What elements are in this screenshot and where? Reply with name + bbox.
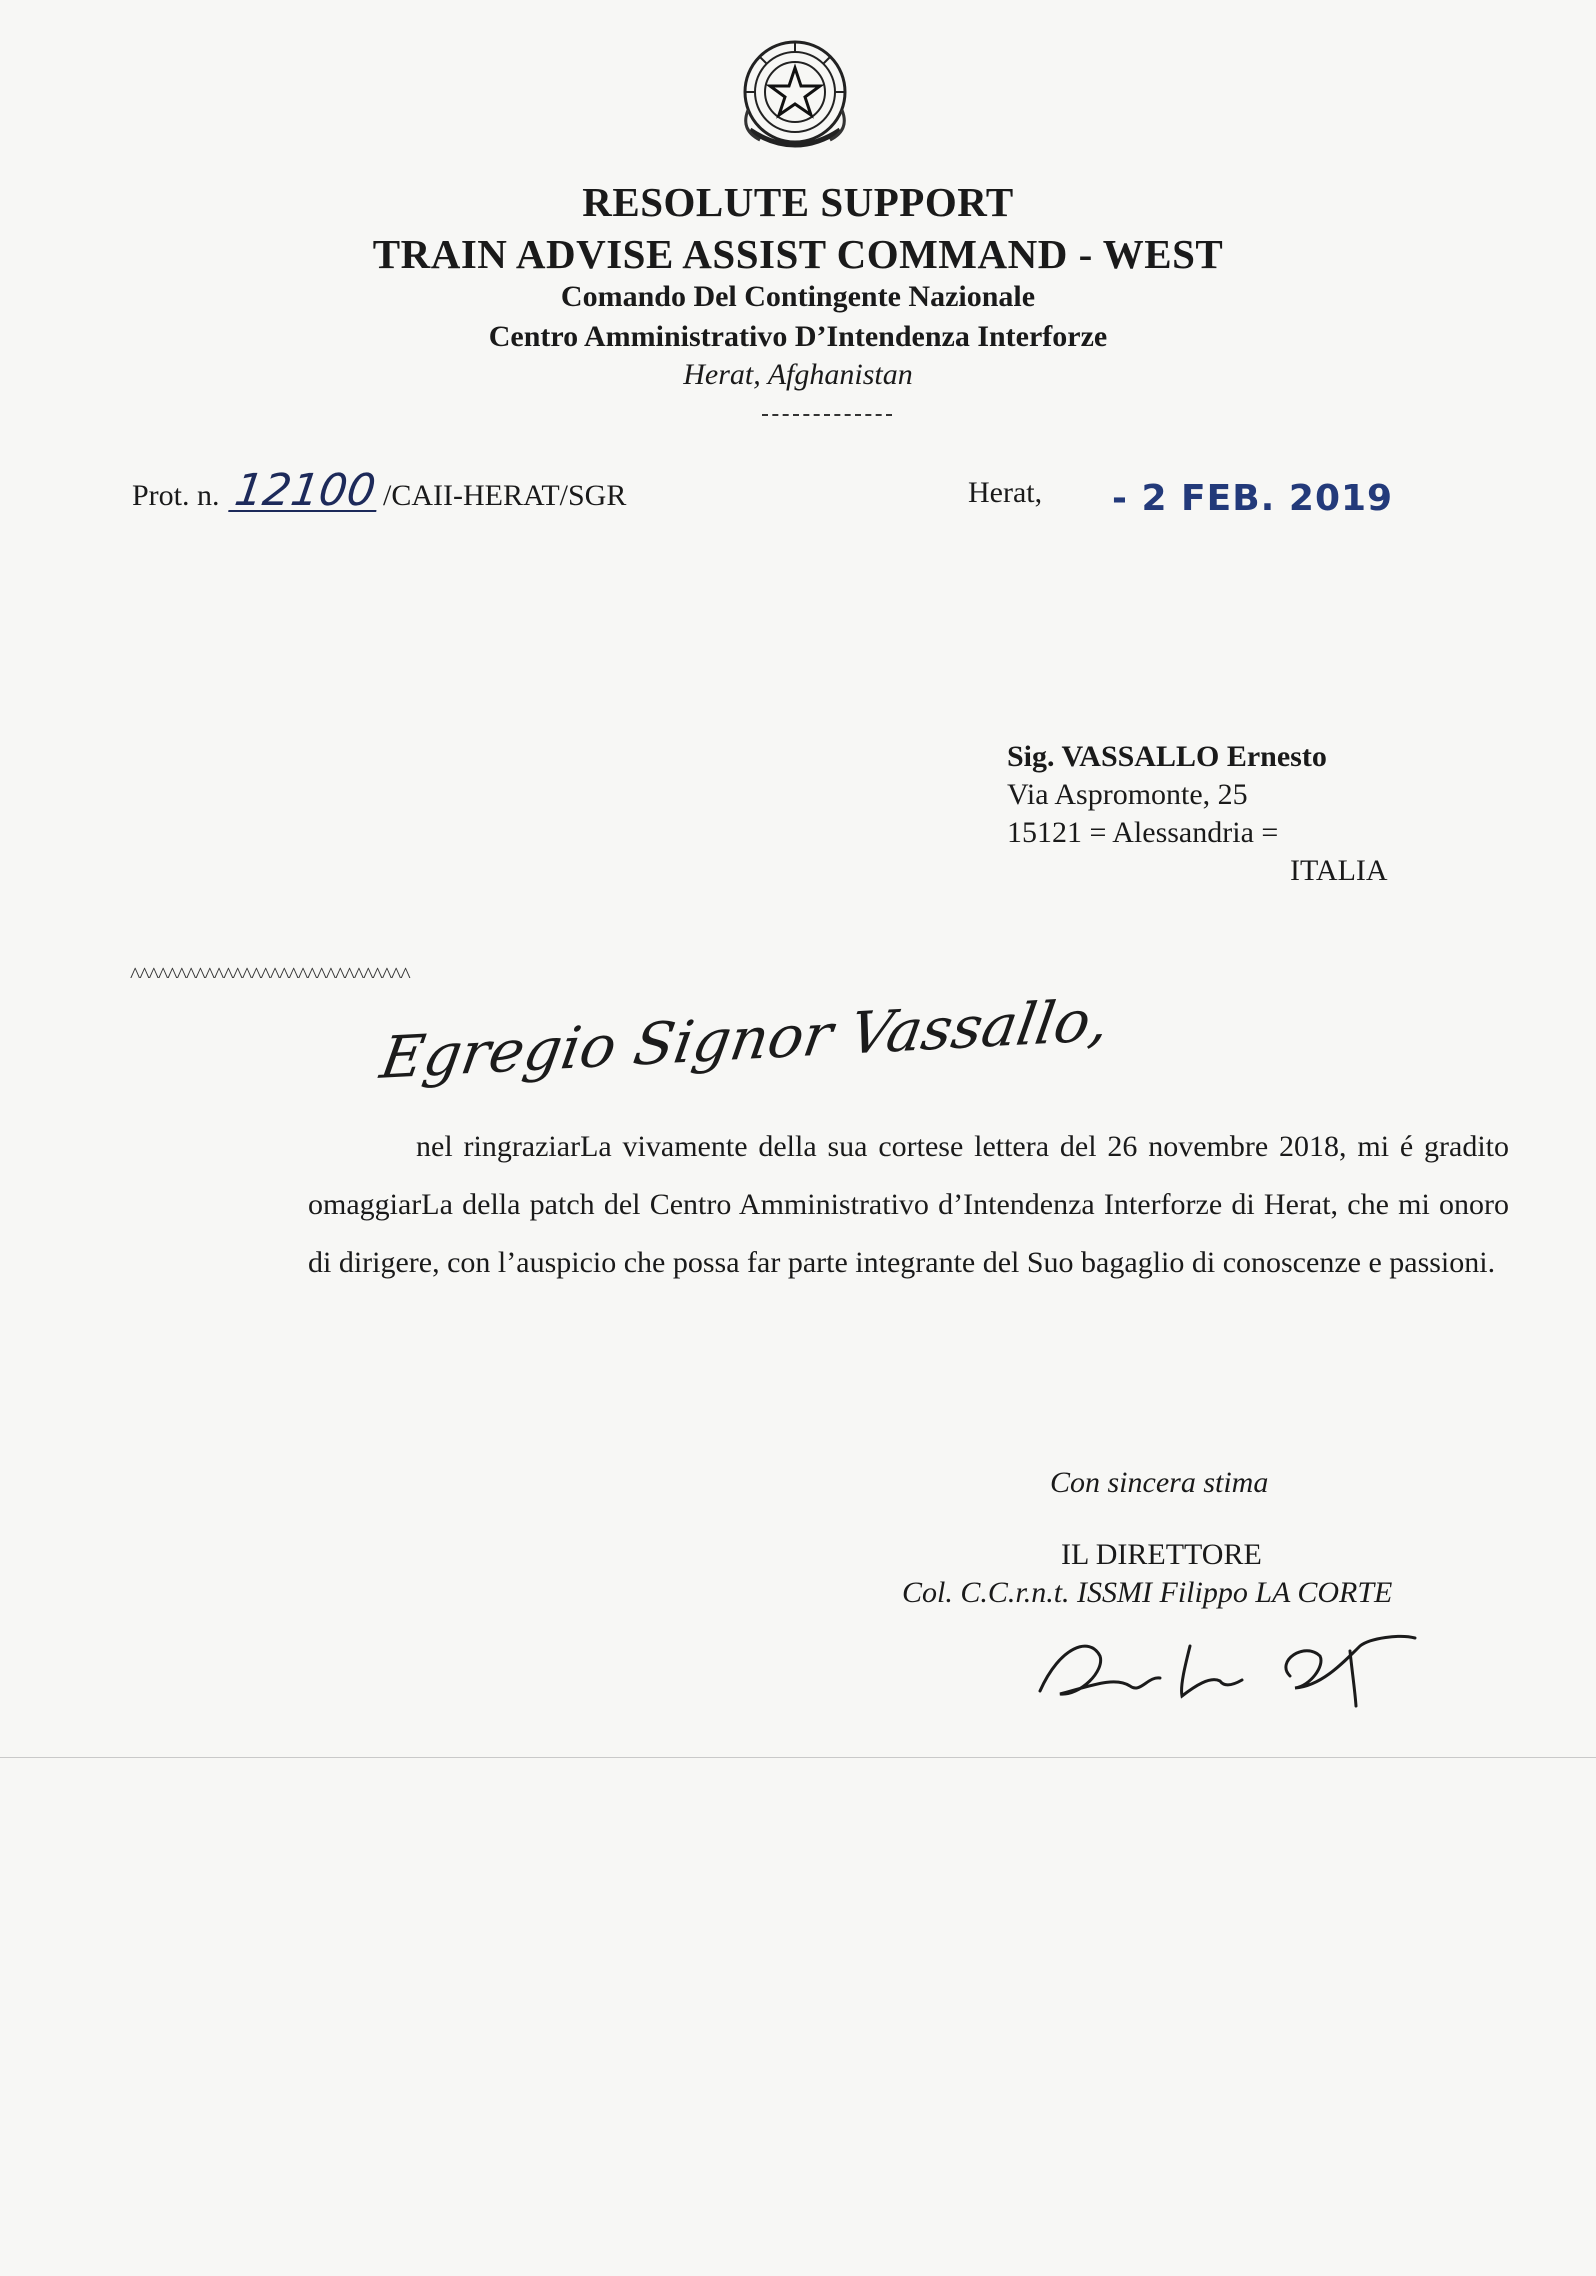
italian-republic-emblem-icon	[730, 30, 860, 160]
separator: ^^^^^^^^^^^^^^^^^^^^^^^^^^^^^^	[130, 962, 410, 987]
header-divider	[762, 414, 892, 416]
protocol-suffix: /CAII-HERAT/SGR	[383, 479, 627, 512]
signatory-name: Col. C.C.r.n.t. ISSMI Filippo LA CORTE	[902, 1576, 1393, 1609]
letter-body	[308, 1118, 1509, 1292]
recipient-name: Sig. VASSALLO Ernesto	[1007, 740, 1327, 773]
header-title: RESOLUTE SUPPORT	[582, 179, 1014, 225]
page-fold-line	[0, 1757, 1596, 1758]
recipient-city: 15121 = Alessandria =	[1007, 816, 1279, 849]
signatory-role: IL DIRETTORE	[1061, 1538, 1262, 1571]
header-command: TRAIN ADVISE ASSIST COMMAND - WEST	[372, 231, 1224, 277]
protocol-prefix: Prot. n.	[132, 479, 220, 512]
letter-body-text: nel ringraziarLa vivamente della sua cortese lettera del 26 novembre 2018, mi é gradito omaggiarLa della patch del Centro Amministrativo d’Intendenza Interforze di Herat, che mi onoro di dirigere, con l’auspicio che possa far parte integrante del Suo bagaglio di conoscenze e passioni.	[308, 1130, 1509, 1279]
recipient-country: ITALIA	[1290, 854, 1388, 887]
handwritten-signature	[1020, 1606, 1420, 1716]
place: Herat,	[968, 476, 1043, 509]
handwritten-greeting: Egregio Signor Vassallo,	[376, 986, 1115, 1092]
date-stamp: - 2 FEB. 2019	[1112, 478, 1394, 519]
header-centre: Centro Amministrativo D’Intendenza Interforze	[488, 320, 1108, 353]
protocol-number: 12100	[228, 472, 382, 512]
header-contingent: Comando Del Contingente Nazionale	[560, 280, 1036, 313]
recipient-street: Via Aspromonte, 25	[1007, 778, 1248, 811]
header-location: Herat, Afghanistan	[683, 358, 913, 391]
closing-salutation: Con sincera stima	[1050, 1466, 1269, 1499]
protocol-reference	[132, 465, 627, 516]
